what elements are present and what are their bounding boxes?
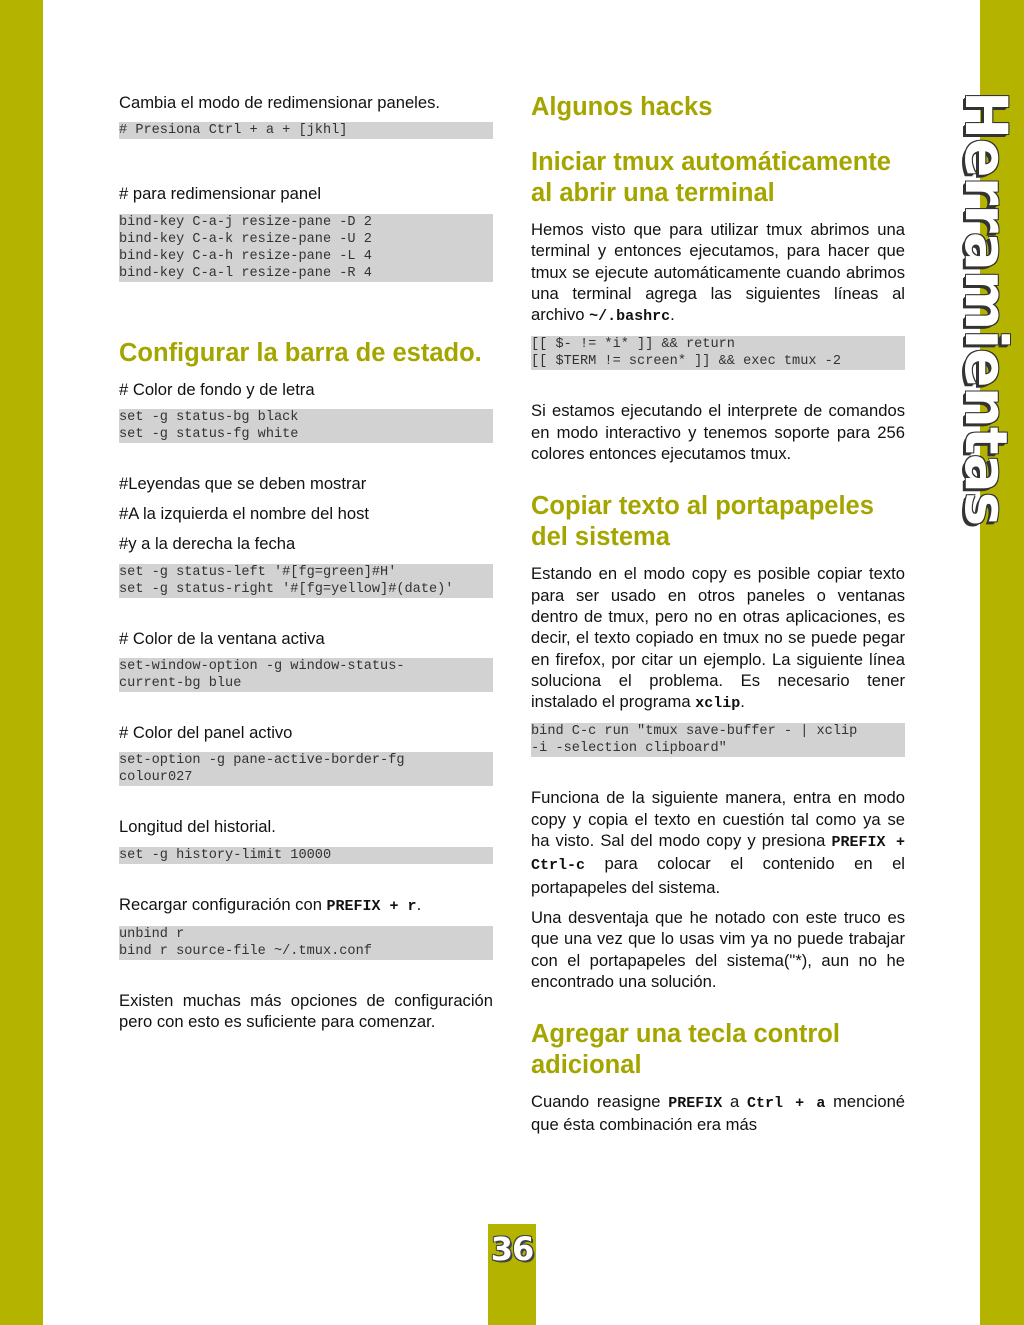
right-column	[531, 92, 905, 1145]
code-block-bashrc: [[ $- != *i* ]] && return [[ $TERM != screen* ]] && exec tmux -2	[531, 336, 905, 372]
heading-agregar-tecla: Agregar una tecla control adicional	[531, 1020, 840, 1080]
paragraph-historial: Longitud del historial.	[119, 817, 276, 837]
left-column	[119, 92, 493, 1042]
code-block-history: set -g history-limit 10000	[119, 847, 493, 866]
funciona-text: Funciona de la siguiente manera, entra en modo copy y copia el texto en cuestión tal como ya se ha visto. Sal del modo copy y presiona	[531, 788, 905, 851]
paragraph-desventaja: Una desventaja que he notado con este truco es que una vez que lo usas vim ya no puede trabajar con el portapapeles del sistema("*), aun no he encontrado una solución.	[531, 907, 905, 991]
left-color-band	[0, 0, 43, 1325]
page-number-box	[488, 1224, 536, 1325]
recargar-text: Recargar configuración con	[119, 894, 327, 914]
prefix-ctrl-c-keyword: PREFIX + Ctrl-c	[531, 834, 905, 875]
estando-end: .	[740, 692, 745, 712]
paragraph-resize-mode: Cambia el modo de redimensionar paneles.	[119, 93, 440, 112]
code-block-bind-keys: bind-key C-a-j resize-pane -D 2 bind-key C-a-k resize-pane -U 2 bind-key C-a-h resize-pane -L 4 bind-key C-a-l resize-pane -R 4	[119, 214, 493, 284]
funciona-end: para colocar el contenido en el portapapeles del sistema.	[531, 854, 905, 897]
hemos-end: .	[670, 305, 675, 325]
code-block-status-left-right: set -g status-left '#[fg=green]#H' set -g status-right '#[fg=yellow]#(date)'	[119, 564, 493, 600]
paragraph-color-fondo: # Color de fondo y de letra	[119, 379, 315, 399]
paragraph-panel-activo: # Color del panel activo	[119, 723, 293, 743]
section-label	[948, 80, 1024, 540]
prefix-r-keyword: PREFIX + r	[326, 897, 417, 915]
paragraph-recargar	[119, 894, 493, 917]
paragraph-derecha: #y a la derecha la fecha	[119, 534, 296, 554]
hemos-text: Hemos visto que para utilizar tmux abrimos una terminal y entonces ejecutamos, para hacer que tmux se ejecute automáticamente cuando abrimos una terminal agrega las siguientes líneas al archivo	[531, 220, 905, 325]
section-label-text: Herramientas	[952, 90, 1020, 526]
paragraph-estando	[531, 563, 905, 714]
page-number: 36	[490, 1230, 534, 1268]
paragraph-para-redimensionar: # para redimensionar panel	[119, 184, 322, 204]
bashrc-keyword: ~/.bashrc	[589, 308, 671, 326]
code-block-xclip: bind C-c run "tmux save-buffer - | xclip -i -selection clipboard"	[531, 723, 905, 759]
heading-algunos-hacks: Algunos hacks	[531, 93, 713, 121]
paragraph-leyendas: #Leyendas que se deben mostrar	[119, 473, 367, 493]
cuando-mid: a	[722, 1092, 748, 1112]
code-block-status-colors: set -g status-bg black set -g status-fg white	[119, 409, 493, 445]
cuando-end: mencioné que ésta combinación era más	[531, 1092, 906, 1135]
heading-copiar-texto: Copiar texto al portapapeles del sistema	[531, 492, 874, 552]
xclip-keyword: xclip	[695, 695, 741, 713]
paragraph-si-estamos: Si estamos ejecutando el interprete de comandos en modo interactivo y tenemos soporte para 256 colores entonces ejecutamos tmux.	[531, 401, 905, 464]
paragraph-cuando	[531, 1091, 905, 1136]
paragraph-ventana-activa: # Color de la ventana activa	[119, 628, 325, 648]
paragraph-hemos-visto	[531, 219, 905, 327]
estando-text: Estando en el modo copy es posible copiar texto para ser usado en otros paneles o ventanas dentro de tmux, pero no en otras aplicaciones, es decir, el texto copiado en tmux no se puede pegar en firefox, por citar un ejemplo. La siguiente línea soluciona el problema. Es necesario tener instalado el programa	[531, 564, 905, 712]
code-block-reload: unbind r bind r source-file ~/.tmux.conf	[119, 926, 493, 962]
code-block-window-option: set-window-option -g window-status- current-bg blue	[119, 658, 493, 694]
heading-configurar-barra: Configurar la barra de estado.	[119, 338, 482, 367]
cuando-text: Cuando reasigne	[531, 1092, 669, 1112]
paragraph-izquierda: #A la izquierda el nombre del host	[119, 504, 369, 524]
heading-iniciar-tmux: Iniciar tmux automáticamente al abrir una terminal	[531, 148, 891, 207]
code-block-pane-option: set-option -g pane-active-border-fg colour027	[119, 752, 493, 788]
paragraph-funciona	[531, 787, 905, 897]
recargar-end: .	[416, 894, 422, 914]
prefix-keyword: PREFIX	[668, 1095, 723, 1113]
paragraph-existen: Existen muchas más opciones de configuración pero con esto es suficiente para comenzar.	[119, 990, 493, 1032]
ctrl-a-keyword: Ctrl + a	[747, 1095, 826, 1113]
code-block-presiona: # Presiona Ctrl + a + [jkhl]	[119, 122, 493, 141]
